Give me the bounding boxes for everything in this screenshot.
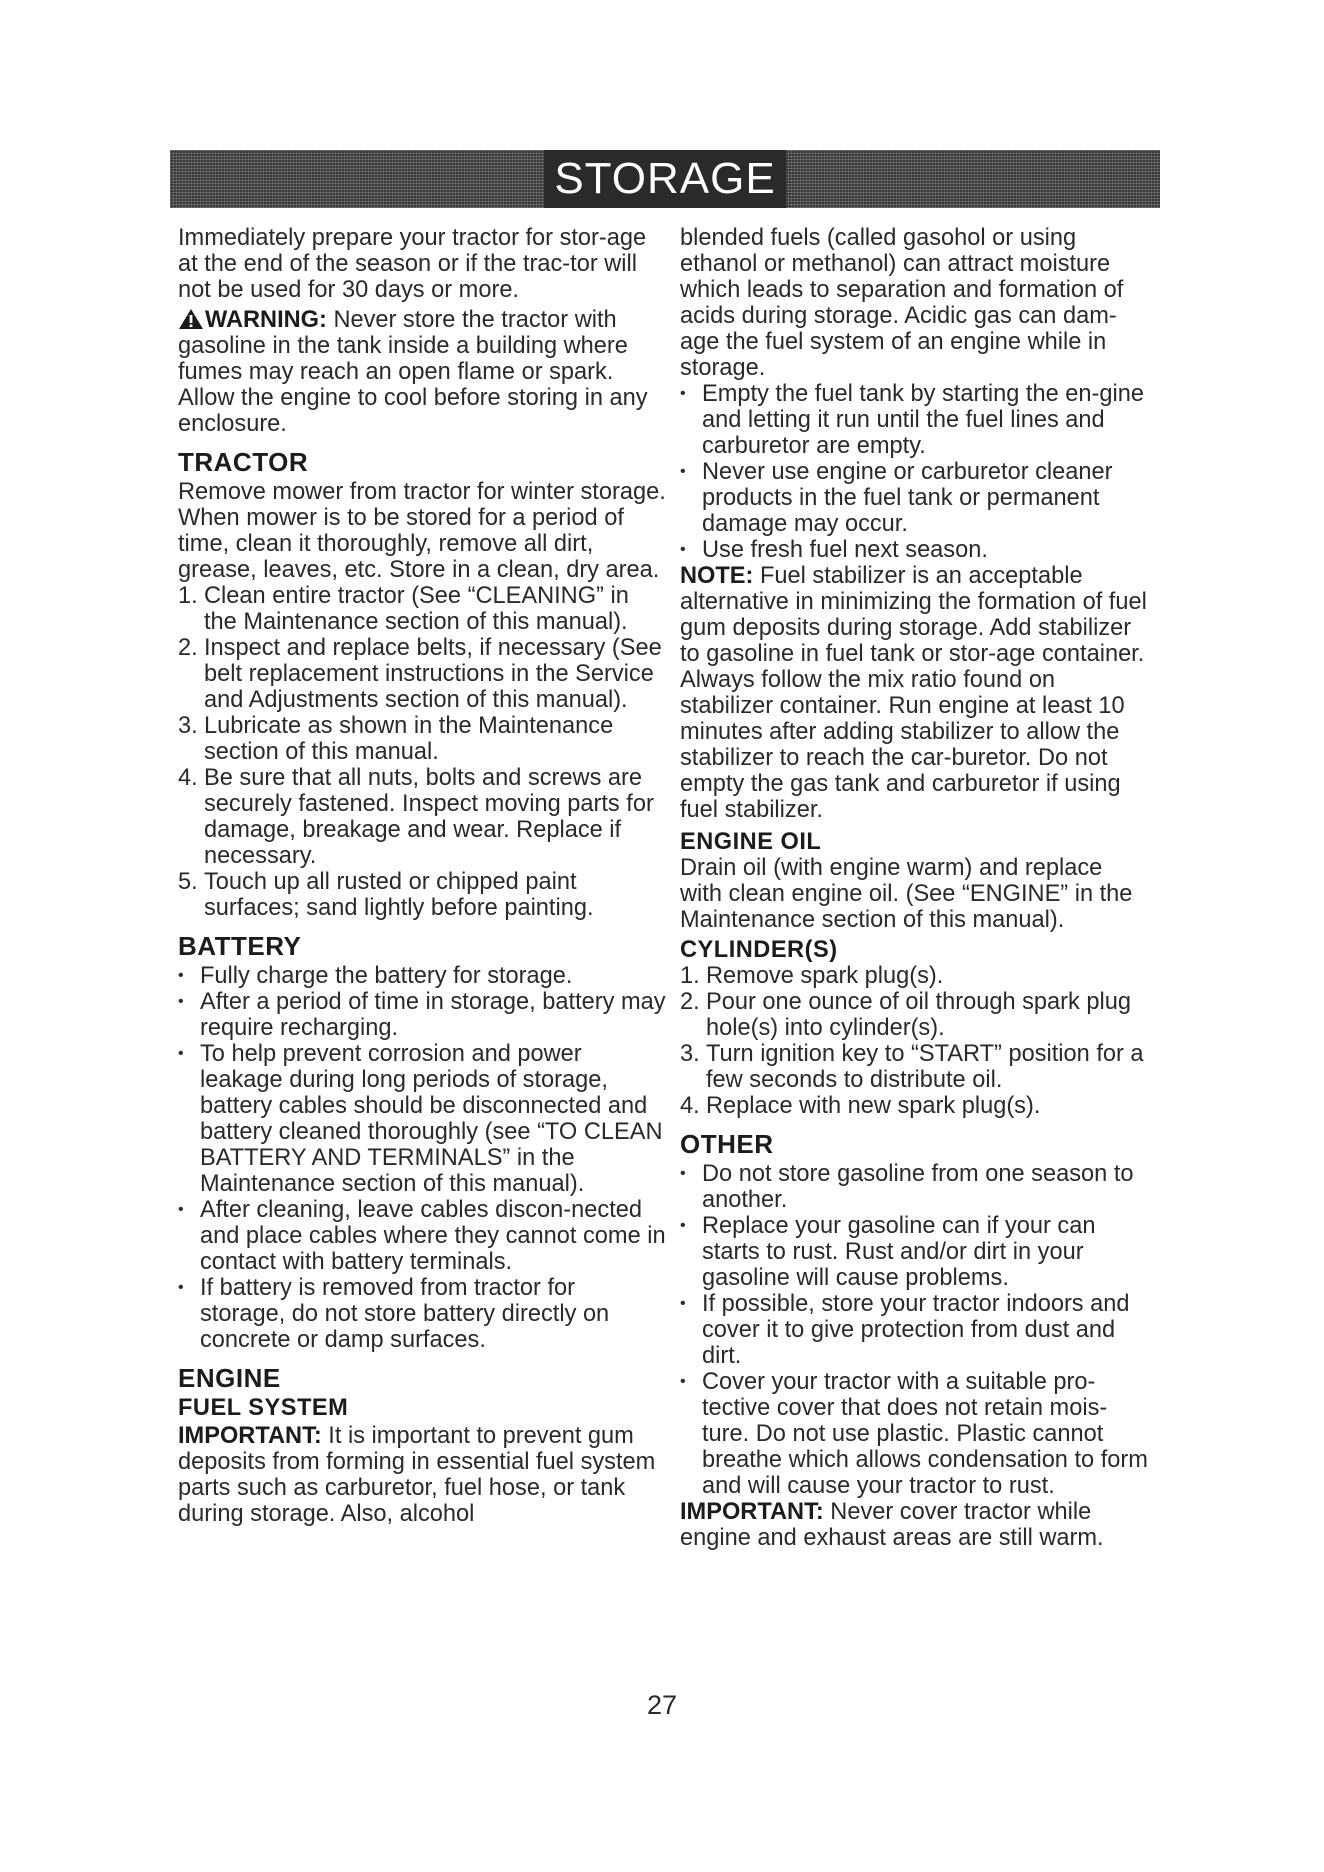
step-number: 4. [178,765,198,791]
list-item [680,1041,1150,1093]
cylinder-steps [680,963,1150,1119]
bullet-icon: • [680,463,686,480]
step-number: 5. [178,869,198,895]
right-column [680,225,1150,1551]
list-item [680,989,1150,1041]
bullet-text: Use fresh fuel next season. [702,537,988,563]
fuel-bullets [680,381,1150,563]
warning-label: WARNING: [205,307,327,333]
step-text: Remove spark plug(s). [706,963,944,989]
list-item [178,765,666,869]
battery-bullets [178,963,666,1353]
list-item [178,713,666,765]
bullet-icon: • [680,1373,686,1390]
important-label: IMPORTANT: [680,1499,824,1525]
list-item [178,635,666,713]
bullet-icon: • [178,993,184,1010]
other-important-paragraph [680,1499,1150,1551]
list-item [178,1275,666,1353]
bullet-text: Never use engine or carburetor cleaner products in the fuel tank or permanent damage may occur. [702,459,1113,537]
list-item [680,1213,1150,1291]
bullet-text: Cover your tractor with a suitable pro-tective cover that does not retain mois-ture. Do not use plastic. Plastic cannot breathe which allows condensation to form and will cause your tractor to rust. [702,1369,1148,1499]
bullet-text: To help prevent corrosion and power leakage during long periods of storage, battery cables should be disconnected and battery cleaned thoroughly (see “TO CLEAN BATTERY AND TERMINALS” in the Maintenance section of this manual). [200,1041,663,1197]
list-item [680,1093,1150,1119]
bullet-icon: • [178,1045,184,1062]
step-text: Be sure that all nuts, bolts and screws are securely fastened. Inspect moving parts for damage, breakage and wear. Replace if necessary. [204,765,654,869]
step-number: 1. [680,963,700,989]
tractor-intro: Remove mower from tractor for winter storage. When mower is to be stored for a period of time, clean it thoroughly, remove all dirt, grease, leaves, etc. Store in a clean, dry area. [178,479,666,583]
list-item [178,963,666,989]
important-text: It is important to prevent gum deposits from forming in essential fuel system parts such as carburetor, fuel hose, or tank during storage. Also, alcohol [178,1423,656,1527]
step-number: 1. [178,583,198,609]
step-text: Turn ignition key to “START” position for a few seconds to distribute oil. [706,1041,1144,1093]
page-number: 27 [646,1690,678,1720]
bullet-text: Fully charge the battery for storage. [200,963,573,989]
bullet-text: Replace your gasoline can if your can starts to rust. Rust and/or dirt in your gasoline will cause problems. [702,1213,1096,1291]
important-label: IMPORTANT: [178,1423,322,1449]
other-bullets [680,1161,1150,1499]
bullet-text: If battery is removed from tractor for storage, do not store battery directly on concrete or damp surfaces. [200,1275,610,1353]
step-number: 2. [178,635,198,661]
warning-paragraph [178,307,666,437]
engine-oil-paragraph: Drain oil (with engine warm) and replace with clean engine oil. (See “ENGINE” in the Maintenance section of this manual). [680,855,1133,933]
bullet-text: Empty the fuel tank by starting the en-gine and letting it run until the fuel lines and carburetor are empty. [702,381,1144,459]
step-number: 3. [680,1041,700,1067]
bullet-icon: • [178,1201,184,1218]
list-item [680,1291,1150,1369]
list-item [680,1369,1150,1499]
bullet-text: Do not store gasoline from one season to another. [702,1161,1134,1213]
fuel-continued-paragraph: blended fuels (called gasohol or using ethanol or methanol) can attract moisture which leads to separation and formation of acids during storage. Acidic gas can dam-age the fuel system of an engine while in storage. [680,225,1124,381]
battery-heading: BATTERY [178,931,302,961]
section-title: STORAGE [544,150,785,208]
section-banner [170,150,1160,208]
step-text: Inspect and replace belts, if necessary (See belt replacement instructions in the Service and Adjustments section of this manual). [204,635,662,713]
step-text: Touch up all rusted or chipped paint surfaces; sand lightly before painting. [204,869,594,921]
step-number: 2. [680,989,700,1015]
bullet-icon: • [178,967,184,984]
cylinders-heading: CYLINDER(S) [680,937,838,963]
bullet-icon: • [680,541,686,558]
important-text: Never cover tractor while engine and exhaust areas are still warm. [680,1499,1104,1551]
engine-oil-heading: ENGINE OIL [680,829,822,855]
step-text: Replace with new spark plug(s). [706,1093,1041,1119]
left-column [178,225,666,1527]
other-heading: OTHER [680,1129,774,1159]
tractor-heading: TRACTOR [178,447,309,477]
step-text: Clean entire tractor (See “CLEANING” in the Maintenance section of this manual). [204,583,629,635]
step-text: Lubricate as shown in the Maintenance section of this manual. [204,713,614,765]
list-item [680,459,1150,537]
bullet-icon: • [680,385,686,402]
fuel-important-paragraph [178,1423,666,1527]
step-text: Pour one ounce of oil through spark plug hole(s) into cylinder(s). [706,989,1131,1041]
list-item [680,537,1150,563]
bullet-icon: • [178,1279,184,1296]
list-item [680,1161,1150,1213]
list-item [178,989,666,1041]
note-paragraph [680,563,1150,823]
engine-heading: ENGINE [178,1363,281,1393]
note-label: NOTE: [680,563,754,589]
warning-icon [178,308,204,330]
fuel-system-heading: FUEL SYSTEM [178,1395,349,1421]
bullet-text: If possible, store your tractor indoors and cover it to give protection from dust and dirt. [702,1291,1130,1369]
list-item [178,583,666,635]
bullet-text: After a period of time in storage, battery may require recharging. [200,989,666,1041]
list-item [680,381,1150,459]
list-item [178,869,666,921]
list-item [178,1197,666,1275]
intro-paragraph: Immediately prepare your tractor for stor-age at the end of the season or if the trac-tor will not be used for 30 days or more. [178,225,647,303]
warning-text: Never store the tractor with gasoline in the tank inside a building where fumes may reach an open flame or spark. Allow the engine to cool before storing in any enclosure. [178,307,648,437]
step-number: 3. [178,713,198,739]
step-number: 4. [680,1093,700,1119]
note-text: Fuel stabilizer is an acceptable alternative in minimizing the formation of fuel gum deposits during storage. Add stabilizer to gasoline in fuel tank or stor-age container. Always follow the mix ratio found on stabilizer container. Run engine at least 10 minutes after adding stabilizer to allow the stabilizer to reach the car-buretor. Do not empty the gas tank and carburetor if using fuel stabilizer. [680,563,1147,823]
list-item [680,963,1150,989]
bullet-icon: • [680,1217,686,1234]
bullet-text: After cleaning, leave cables discon-nected and place cables where they cannot come in contact with battery terminals. [200,1197,666,1275]
bullet-icon: • [680,1165,686,1182]
bullet-icon: • [680,1295,686,1312]
tractor-steps [178,583,666,921]
list-item [178,1041,666,1197]
